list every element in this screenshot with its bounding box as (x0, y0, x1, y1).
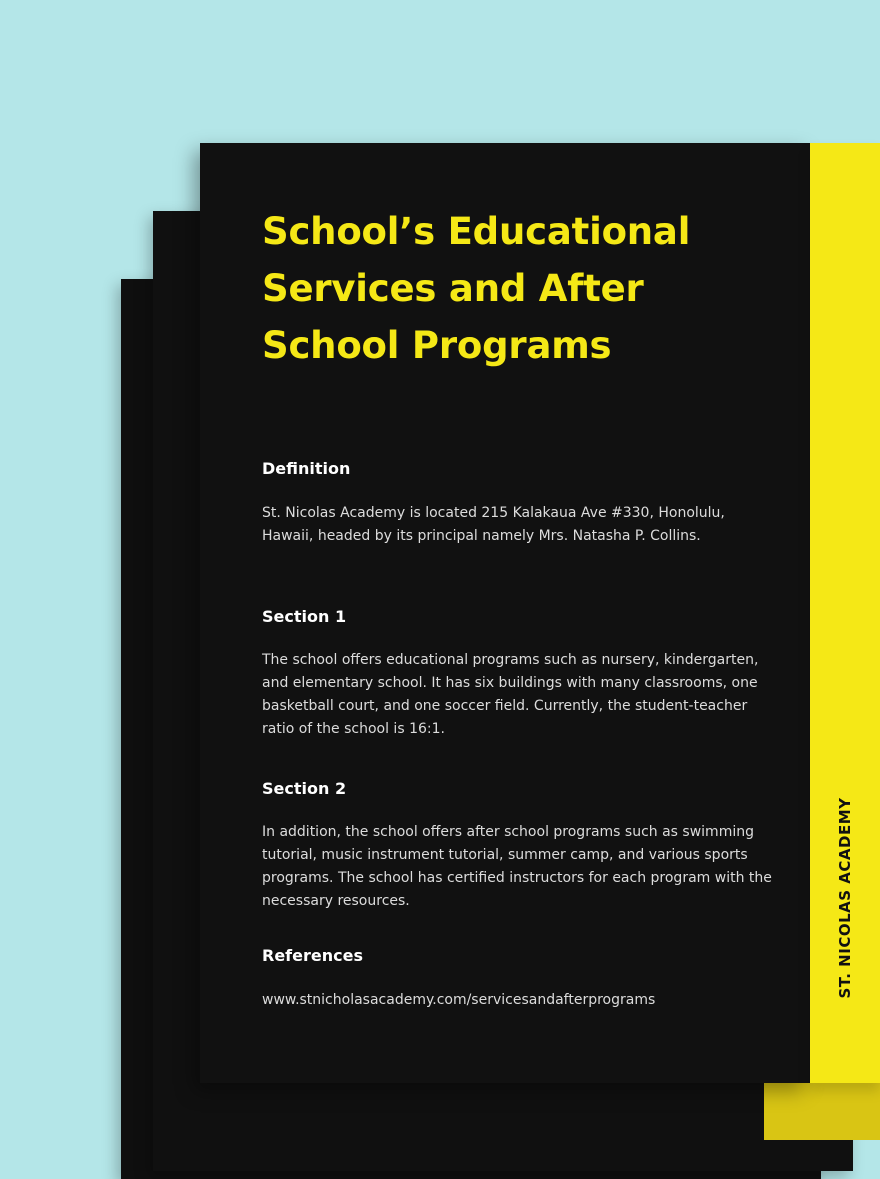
side-accent-strip (810, 143, 880, 1083)
side-academy-label: ST. NICOLAS ACADEMY (836, 797, 854, 999)
section-1-body: The school offers educational programs such as nursery, kindergarten, and elementary school. It has six buildings with many classrooms, one basketball court, and one soccer field. Currently, the student-teacher ratio of the school is 16:1. (262, 652, 759, 737)
section-1-heading: Section 1 (262, 607, 347, 626)
section-2-body: In addition, the school offers after school programs such as swimming tutorial, music instrument tutorial, summer camp, and various sports programs. The school has certified instructors for each program with the necessary resources. (262, 824, 772, 909)
document-title: School’s Educational Services and After School Programs (262, 210, 691, 367)
background-accent-strip (764, 1082, 880, 1140)
definition-heading: Definition (262, 459, 351, 478)
document-page (200, 143, 810, 1083)
page-content (262, 203, 782, 1008)
section-2-heading: Section 2 (262, 779, 347, 798)
references-link: www.stnicholasacademy.com/servicesandafterprograms (262, 992, 656, 1008)
definition-body: St. Nicolas Academy is located 215 Kalakaua Ave #330, Honolulu, Hawaii, headed by its principal namely Mrs. Natasha P. Collins. (262, 505, 725, 544)
references-heading: References (262, 946, 363, 965)
